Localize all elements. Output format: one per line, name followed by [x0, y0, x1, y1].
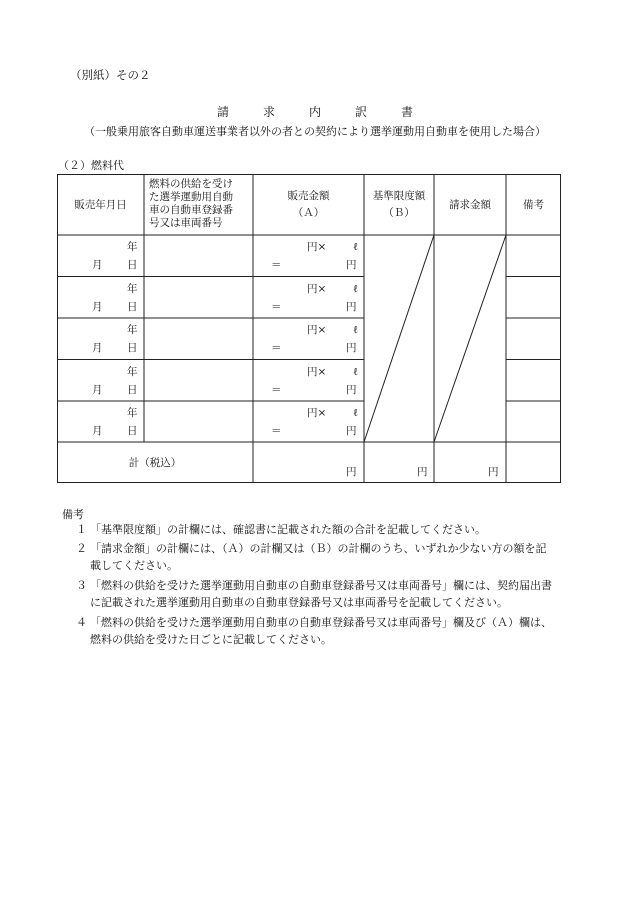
total-label: 計（税込） — [128, 457, 182, 469]
row-equals-label: ＝ — [271, 383, 282, 396]
note-number: ３ — [76, 579, 87, 592]
row-day-label: 日 — [127, 383, 138, 396]
row-equals-label: ＝ — [271, 342, 282, 354]
row-yen-label: 円 — [346, 425, 357, 437]
header-vehicle-number — [149, 178, 233, 230]
note-number: １ — [76, 523, 87, 536]
row-yen-label: 円 — [346, 383, 357, 396]
row-liter-label: ℓ — [353, 282, 359, 295]
title-char: 書 — [401, 105, 414, 119]
row-liter-label: ℓ — [353, 365, 359, 378]
title-char: 内 — [308, 105, 321, 119]
row-year-label: 年 — [127, 407, 138, 419]
row-day-label: 日 — [127, 300, 138, 313]
header-vehicle-line: 燃料の供給を受け — [149, 178, 233, 190]
note-item — [76, 540, 556, 574]
row-year-label: 年 — [127, 365, 138, 378]
header-sales-date: 販売年月日 — [74, 199, 127, 211]
row-month-label: 月 — [92, 425, 103, 437]
note-item — [76, 521, 556, 538]
header-sales-amount — [253, 190, 364, 220]
header-vehicle-line: た選挙運動用自動 — [149, 191, 233, 203]
row-equals-label: ＝ — [271, 259, 282, 271]
document-label: （別紙）その２ — [70, 68, 151, 82]
note-number: ４ — [76, 616, 87, 629]
header-claim-amount: 請求金額 — [449, 199, 491, 211]
title-char: 請 — [216, 105, 229, 119]
header-vehicle-line: 号又は車両番号 — [149, 217, 223, 229]
row-month-label: 月 — [92, 383, 103, 396]
row-day-label: 日 — [127, 425, 138, 437]
note-item — [76, 614, 556, 648]
row-liter-label: ℓ — [353, 407, 359, 419]
row-liter-label: ℓ — [353, 324, 359, 336]
row-month-label: 月 — [92, 342, 103, 354]
row-yen-label: 円 — [346, 300, 357, 313]
header-sales-amount-line: 販売金額 — [287, 190, 330, 202]
row-yen-times-label: 円× — [307, 282, 327, 295]
row-equals-label: ＝ — [271, 425, 282, 437]
notes-heading: 備考 — [62, 508, 84, 521]
note-item — [76, 577, 556, 611]
row-liter-label: ℓ — [353, 241, 359, 253]
title-char: 訳 — [355, 105, 368, 119]
row-yen-times-label: 円× — [307, 365, 327, 378]
fuel-cost-table — [57, 174, 561, 483]
row-month-label: 月 — [92, 300, 103, 313]
title-char: 求 — [262, 105, 275, 119]
note-text: 「基準限度額」の計欄には、確認書に記載された額の合計を記載してください。 — [90, 523, 486, 536]
row-yen-times-label: 円× — [307, 241, 327, 253]
row-year-label: 年 — [127, 324, 138, 336]
total-limit-yen: 円 — [417, 466, 428, 478]
header-limit-line: （Ｂ） — [383, 207, 415, 219]
note-text: 「燃料の供給を受けた選挙運動用自動車の自動車登録番号又は車両番号」欄及び（Ａ）欄は、燃料の供給を受けた日ごとに記載してください。 — [90, 616, 552, 646]
section-heading: （２）燃料代 — [58, 159, 124, 172]
note-number: ２ — [76, 542, 87, 555]
note-text: 「燃料の供給を受けた選挙運動用自動車の自動車登録番号又は車両番号」欄には、契約届出書に記載された選挙運動用自動車の自動車登録番号又は車両番号を記載してください。 — [90, 579, 552, 609]
note-text: 「請求金額」の計欄には、（Ａ）の計欄又は（Ｂ）の計欄のうち、いずれか少ない方の額を記載してください。 — [90, 542, 547, 572]
row-yen-label: 円 — [346, 342, 357, 354]
header-sales-amount-line: （Ａ） — [292, 207, 325, 219]
header-limit-amount — [364, 190, 434, 220]
header-remarks: 備考 — [523, 199, 544, 211]
row-day-label: 日 — [127, 342, 138, 354]
row-equals-label: ＝ — [271, 300, 282, 313]
total-claim-yen: 円 — [488, 466, 499, 478]
document-subtitle: （一般乗用旅客自動車運送事業者以外の者との契約により選挙運動用自動車を使用した場合） — [84, 125, 546, 138]
row-year-label: 年 — [127, 282, 138, 295]
total-sales-yen: 円 — [346, 466, 357, 478]
header-vehicle-line: 車の自動車登録番 — [149, 204, 233, 216]
row-yen-label: 円 — [346, 259, 357, 271]
row-yen-times-label: 円× — [307, 407, 327, 419]
row-yen-times-label: 円× — [307, 324, 327, 336]
row-month-label: 月 — [92, 259, 103, 271]
header-limit-line: 基準限度額 — [372, 190, 426, 202]
row-day-label: 日 — [127, 259, 138, 271]
row-year-label: 年 — [127, 241, 138, 253]
document-title — [0, 103, 630, 120]
